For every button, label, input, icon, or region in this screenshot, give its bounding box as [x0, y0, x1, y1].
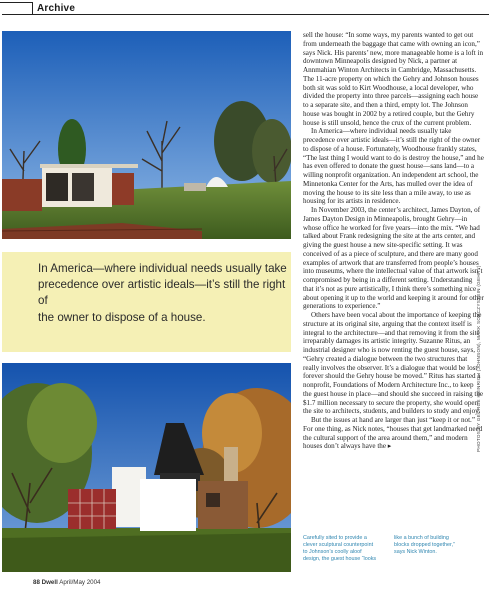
photo-credit: PHOTOS BY GEORGE HEINRICH (JOHNSON), MARK SOBCZYSTEIN (GEHRY)	[476, 265, 481, 452]
body-paragraph: In America—where individual needs usually take precedence over artistic ideals—it’s still the right of the owner to dispose of a house. Fortunately, Woodhouse frankly states, “The last thing I would want to do is destroy the house,” and he has even offered to donate the guest house—sans land—to a willing nonprofit organization. An independent art school, the Minnetonka Center for the Arts, has mulled over the idea of moving the house to its site less than a mile away, to use as housing for its artists in residence.	[303, 127, 484, 206]
page-number: 88	[33, 579, 40, 586]
body-paragraph: But the issues at hand are larger than just “keep it or not.” For one thing, as Nick notes, “houses that get landmarked need the cultural support of the area around them,” and modern houses don’t always have the ▸	[303, 416, 483, 451]
magazine-name: Dwell	[41, 579, 58, 586]
photo-caption-left: Carefully sited to provide a clever sculptural counterpoint to Johnson’s coolly aloof design, the guest house “looks	[303, 535, 377, 562]
body-paragraph: In November 2003, the center’s architect, James Dayton, of James Dayton Design in Minneapolis, brought Gehry—in whose office he worked for five years—into the mix. “We had talked about Frank redesigning the site at the arts center, and giving the guest house a new site-specific setting. It was conceived of as a piece of sculpture, and there are many good examples of artwork that are transferred from people’s houses into museums, where the intellectual value of that artwork isn’t compromised by being in a different setting. Understanding that it’s not as pure artistically, I think there’s something nice about opening it up to the world and keeping it around for other generations to experience.”	[303, 206, 484, 311]
header-tick	[32, 2, 33, 14]
body-paragraph: Others have been vocal about the importance of keeping the structure at its original site, arguing that the context itself is integral to the architecture—and that removing it from the site irreparably damages its artistic integrity. Suzanne Ritus, an industrial designer who is now renting the guest house, says, “Gehry created a dialogue between the two structures that really involves the observer. It’s a dialogue that would be lost forever should the Gehry house be moved.” Ritus has started a nonprofit, Foundations of Modern Architecture Inc., to keep the guest house in place—and should she succeed in raising the $1.7 million necessary to secure the property, she would open the site to architects, students, and builders to study and enjoy.	[303, 311, 484, 416]
body-paragraph: sell the house: “In some ways, my parents wanted to get out from underneath the baggage that came with owning an icon,” says Nick. His parents’ new, more manageable home is a loft in downtown Minneapolis designed by Nick, a partner at Annmahian Winton Architects in Cambridge, Massachusetts. The 11-acre property on which the Gehry and Johnson houses both sit was sold to Kirt Woodhouse, a local developer, who divided the property into three parcels—assigning each house to a separate site, and then a third, empty lot. The Johnson house was bought in 2002 by a retired couple, but the Gehry house is still unsold, hence the crux of the current problem.	[303, 31, 484, 127]
photo-caption-right: like a bunch of building blocks dropped together,” says Nick Winton.	[394, 535, 455, 555]
header-rule-long	[2, 14, 489, 15]
photo-johnson-house	[2, 31, 291, 239]
header-rule	[0, 2, 32, 3]
issue-date: April/May 2004	[59, 579, 101, 586]
photo-gehry-guest-house	[2, 363, 291, 572]
section-label: Archive	[37, 3, 76, 14]
page-footer	[33, 579, 100, 586]
pull-quote: In America—where individual needs usually take precedence over artistic ideals—it’s still the right of the owner to dispose of a house.	[38, 262, 287, 324]
article-body	[303, 31, 484, 451]
